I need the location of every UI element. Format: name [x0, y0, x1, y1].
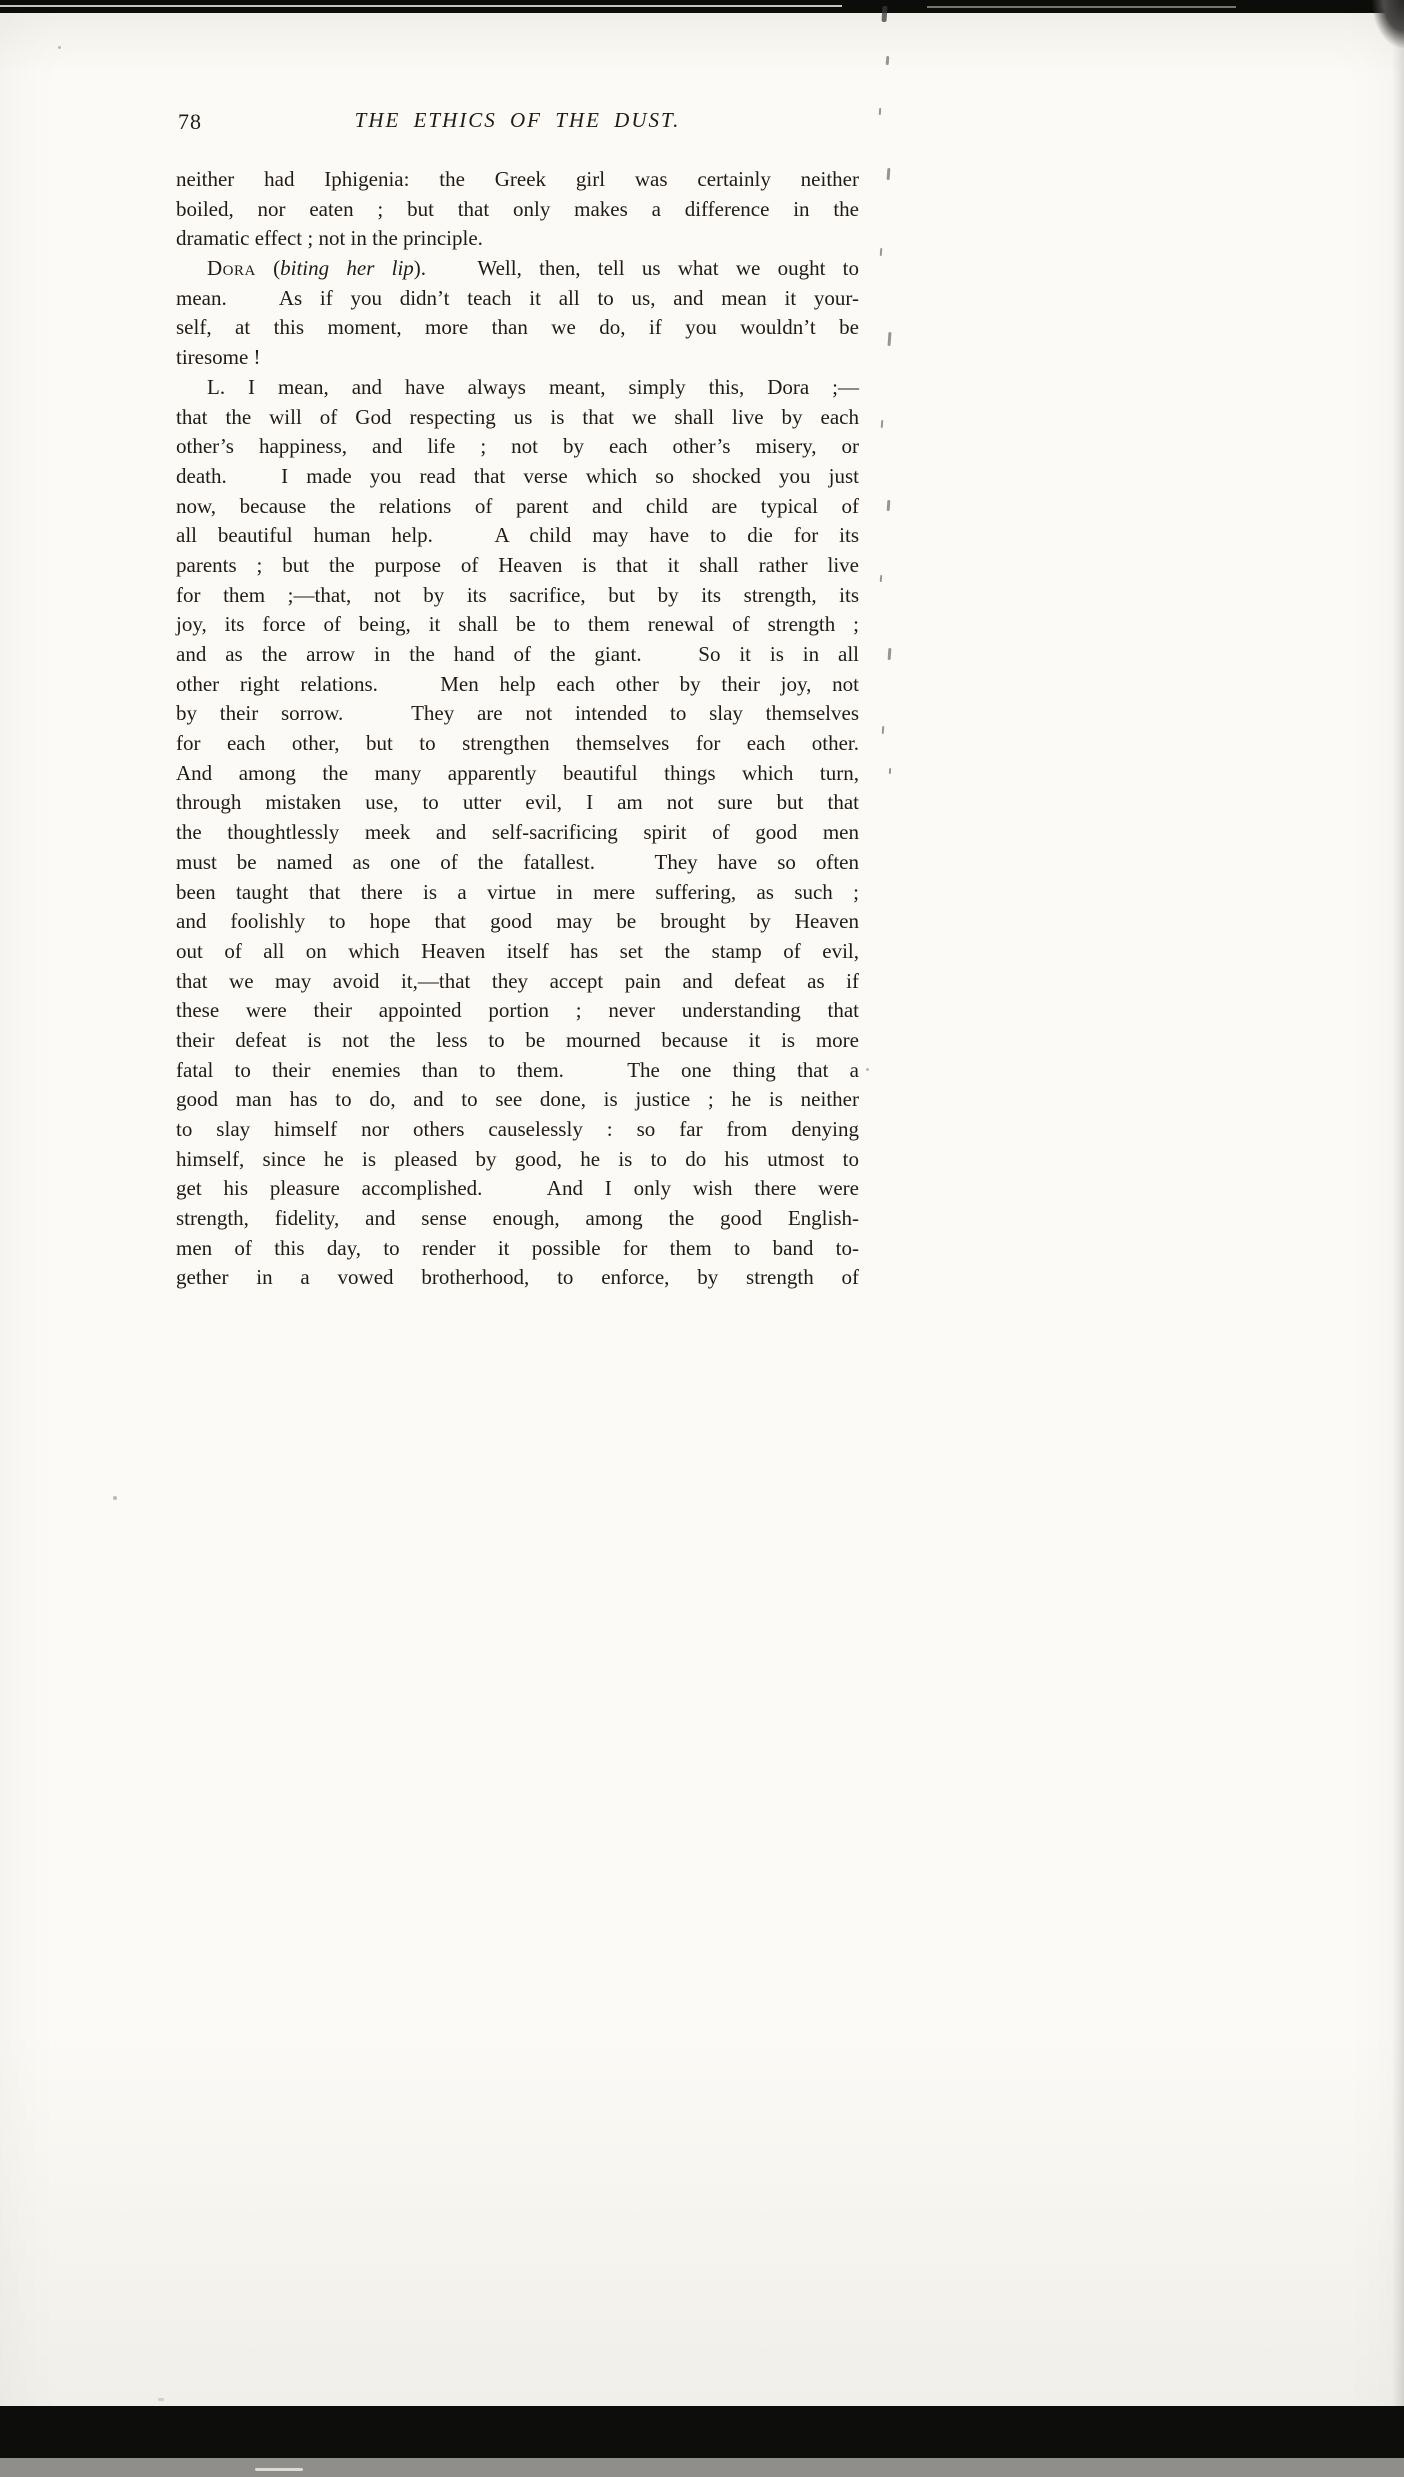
running-title: THE ETHICS OF THE DUST. — [354, 108, 681, 132]
text-segment: fatal to their enemies than to them. The one thing that a — [176, 1057, 859, 1082]
text-segment: out of all on which Heaven itself has set the stamp of evil, — [176, 938, 859, 963]
text-line — [176, 788, 859, 818]
text-segment: been taught that there is a virtue in mere suffering, as such ; — [176, 879, 859, 904]
page-header — [176, 108, 859, 140]
text-line — [176, 462, 859, 492]
dust-speck — [113, 1496, 117, 1500]
text-line — [176, 313, 859, 343]
text-segment: himself, since he is pleased by good, he is to do his utmost to — [176, 1146, 859, 1171]
text-segment: men of this day, to render it possible for them to band to- — [176, 1235, 859, 1260]
page-edge-mark — [880, 248, 883, 256]
text-segment: now, because the relations of parent and child are typical of — [176, 493, 859, 518]
page-edge-mark — [879, 108, 881, 115]
text-segment: gether in a vowed brotherhood, to enforce, by strength of — [176, 1265, 859, 1290]
text-segment: the thoughtlessly meek and self-sacrificing spirit of good men — [176, 820, 859, 845]
dust-speck — [866, 1068, 869, 1071]
text-line — [176, 967, 859, 997]
text-line — [176, 907, 859, 937]
text-line — [176, 224, 859, 254]
text-line — [176, 1204, 859, 1234]
text-line — [176, 373, 859, 403]
page-edge-mark — [889, 768, 891, 774]
text-line — [176, 818, 859, 848]
text-segment: their defeat is not the less to be mourned because it is more — [176, 1027, 859, 1052]
text-segment: to slay himself nor others causelessly : so far from denying — [176, 1117, 859, 1141]
text-segment: L. I mean, and have always meant, simply this, Dora ;— — [207, 374, 859, 399]
text-line — [176, 195, 859, 225]
text-line — [176, 165, 859, 195]
scan-artifact-line — [0, 5, 842, 7]
text-line — [176, 403, 859, 433]
text-line — [176, 1174, 859, 1204]
scan-top-edge-artifact — [0, 0, 1404, 13]
text-segment: other’s happiness, and life ; not by each other’s misery, or — [176, 434, 859, 459]
text-line — [176, 1056, 859, 1086]
text-line — [176, 551, 859, 581]
page-content — [176, 108, 859, 1293]
text-segment: tiresome ! — [176, 345, 261, 370]
text-line — [176, 1026, 859, 1056]
text-line — [176, 996, 859, 1026]
text-segment: joy, its force of being, it shall be to them renewal of strength ; — [176, 612, 859, 637]
text-line — [176, 1263, 859, 1293]
text-segment: that we may avoid it,—that they accept pain and defeat as if — [176, 968, 859, 993]
text-segment: self, at this moment, more than we do, if you wouldn’t be — [176, 315, 859, 340]
text-segment: And among the many apparently beautiful things which turn, — [176, 760, 859, 785]
page-edge-mark — [882, 726, 885, 734]
text-segment: by their sorrow. They are not intended to slay themselves — [176, 701, 859, 726]
page-edge-mark — [881, 420, 884, 428]
text-segment: and as the arrow in the hand of the giant. So it is in all — [176, 642, 859, 666]
text-line — [176, 284, 859, 314]
text-segment: these were their appointed portion ; never understanding that — [176, 998, 859, 1023]
text-line — [176, 610, 859, 640]
text-segment: boiled, nor eaten ; but that only makes a difference in the — [176, 196, 859, 221]
text-line — [176, 432, 859, 462]
text-segment: good man has to do, and to see done, is justice ; he is neither — [176, 1087, 859, 1112]
text-line — [176, 699, 859, 729]
text-segment-smallcaps: Dora — [207, 256, 256, 281]
text-segment: ). Well, then, tell us what we ought to — [413, 256, 860, 281]
page-edge-mark — [887, 168, 891, 180]
text-line — [176, 640, 859, 670]
page-edge-mark — [888, 332, 892, 346]
page-number: 78 — [178, 109, 202, 134]
text-line — [176, 1115, 859, 1145]
scan-artifact-band — [0, 2406, 1404, 2458]
text-line — [176, 343, 859, 373]
text-segment: ( — [255, 256, 281, 281]
text-segment: for them ;—that, not by its sacrifice, but by its strength, its — [176, 582, 859, 607]
text-segment: through mistaken use, to utter evil, I am not sure but that — [176, 790, 859, 815]
page-body-text — [176, 165, 859, 1293]
page-edge-mark — [887, 500, 891, 511]
text-line — [176, 878, 859, 908]
text-segment: parents ; but the purpose of Heaven is that it shall rather live — [176, 552, 859, 577]
text-segment: other right relations. Men help each other by their joy, not — [176, 671, 859, 696]
text-segment: strength, fidelity, and sense enough, among the good English- — [176, 1206, 859, 1231]
page-edge-mark — [886, 56, 890, 65]
page-edge-mark — [880, 575, 882, 582]
text-segment: and foolishly to hope that good may be brought by Heaven — [176, 909, 859, 934]
text-segment: dramatic effect ; not in the principle. — [176, 226, 483, 251]
text-segment: all beautiful human help. A child may have to die for its — [176, 523, 859, 548]
dust-speck — [58, 46, 61, 49]
text-line — [176, 848, 859, 878]
text-line — [176, 729, 859, 759]
scan-bottom-edge-artifact — [0, 2406, 1404, 2477]
scan-corner-artifact — [1372, 0, 1404, 48]
scan-artifact-band — [0, 2458, 1404, 2477]
text-line — [176, 937, 859, 967]
text-segment-italic: biting her lip — [280, 256, 414, 281]
text-line — [176, 521, 859, 551]
scan-artifact-line — [255, 2468, 303, 2471]
text-segment: for each other, but to strengthen themselves for each other. — [176, 731, 859, 756]
text-line — [176, 1085, 859, 1115]
text-line — [176, 492, 859, 522]
text-segment: death. I made you read that verse which so shocked you just — [176, 463, 859, 488]
text-segment: get his pleasure accomplished. And I only wish there were — [176, 1176, 859, 1201]
page-edge-mark — [888, 648, 892, 660]
text-line — [176, 581, 859, 611]
text-segment: neither had Iphigenia: the Greek girl was certainly neither — [176, 167, 859, 191]
text-line — [176, 1145, 859, 1175]
dust-speck — [158, 2398, 164, 2401]
page-edge-mark — [881, 6, 887, 22]
text-line — [176, 670, 859, 700]
text-segment: mean. As if you didn’t teach it all to us, and mean it your- — [176, 285, 859, 310]
text-segment: that the will of God respecting us is that we shall live by each — [176, 404, 859, 429]
text-segment: must be named as one of the fatallest. They have so often — [176, 849, 859, 874]
text-line — [176, 759, 859, 789]
text-line — [176, 1234, 859, 1264]
text-line — [176, 254, 859, 284]
scan-artifact-line — [927, 6, 1236, 8]
page-edge-shadow — [1392, 0, 1404, 2477]
